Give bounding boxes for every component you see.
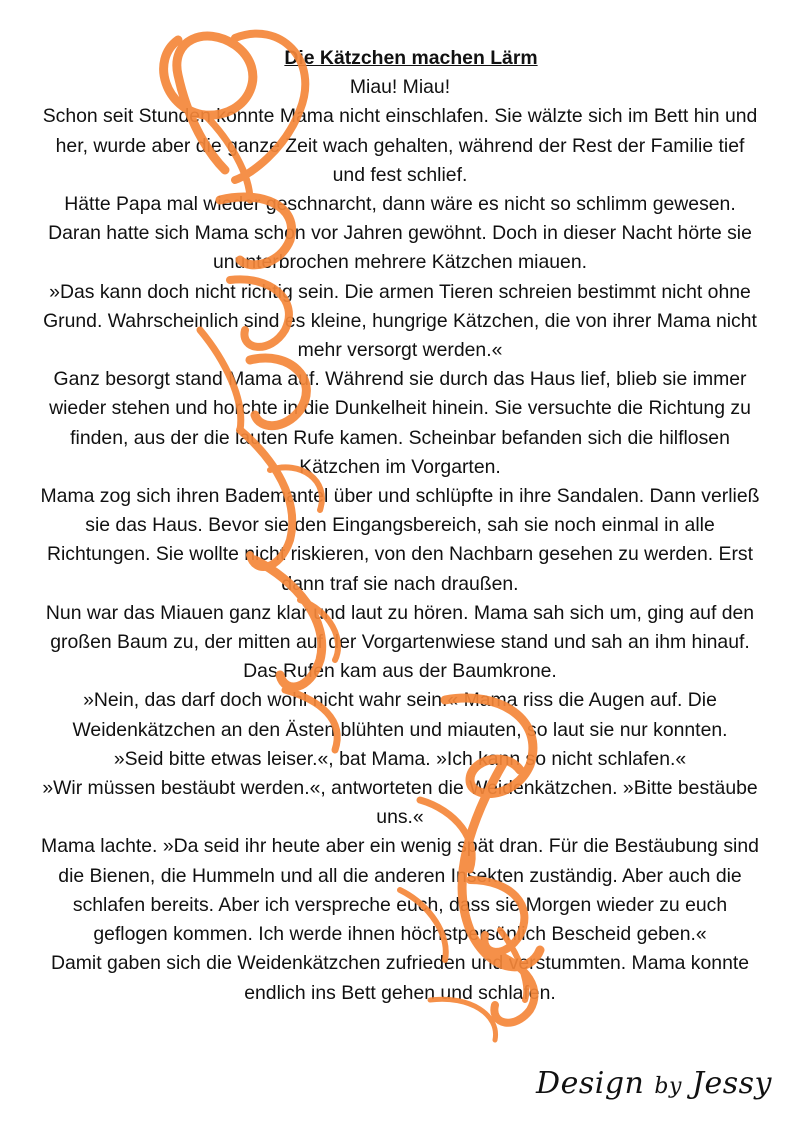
- paragraph: »Seid bitte etwas leiser.«, bat Mama. »Ich kann so nicht schlafen.«: [113, 747, 687, 770]
- paragraph: Schon seit Stunden konnte Mama nicht einschlafen. Sie wälzte sich im Bett hin und her, wurde aber die ganze Zeit wach gehalten, während der Rest der Familie tief und fest schlief.: [42, 105, 758, 186]
- paragraph: Mama zog sich ihren Bademantel über und schlüpfte in ihre Sandalen. Dann verließ sie das Haus. Bevor sie den Eingangsbereich, sah sie noch einmal in alle Richtungen. Sie wollte nicht riskieren, von den Nachbarn gesehen zu werden. Erst dann traf sie nach draußen.: [40, 485, 760, 595]
- story-body: [40, 44, 760, 1008]
- paragraph: Damit gaben sich die Weidenkätzchen zufrieden und verstummten. Mama konnte endlich ins Bett gehen und schlafen.: [50, 952, 750, 1004]
- paragraph: »Nein, das darf doch wohl nicht wahr sein.« Mama riss die Augen auf. Die Weidenkätzchen an den Ästen blühten und miauten, so laut sie nur konnten.: [72, 689, 728, 741]
- paragraph: Mama lachte. »Da seid ihr heute aber ein wenig spät dran. Für die Bestäubung sind die Bienen, die Hummeln und all die anderen Insekten zuständig. Aber auch die schlafen bereits. Aber ich verspreche euch, dass sie Morgen wieder zu euch geflogen kommen. Ich werde ihnen höchstpersönlich Bescheid geben.«: [41, 835, 759, 946]
- paragraph: Miau! Miau!: [349, 76, 451, 99]
- signature-logo: [536, 1066, 772, 1101]
- signature-name: Jessy: [691, 1066, 772, 1101]
- story-title: Die Kätzchen machen Lärm: [284, 47, 538, 69]
- signature-by: by: [654, 1074, 682, 1099]
- signature-design: Design: [536, 1066, 645, 1101]
- paragraph: »Wir müssen bestäubt werden.«, antworteten die Weidenkätzchen. »Bitte bestäube uns.«: [42, 777, 758, 829]
- paragraph: Ganz besorgt stand Mama auf. Während sie durch das Haus lief, blieb sie immer wieder stehen und horchte in die Dunkelheit hinein. Sie versuchte die Richtung zu finden, aus der die lauten Rufe kamen. Scheinbar befanden sich die hilflosen Kätzchen im Vorgarten.: [49, 368, 751, 478]
- paragraph: Nun war das Miauen ganz klar und laut zu hören. Mama sah sich um, ging auf den großen Baum zu, der mitten auf der Vorgartenwiese stand und sah an ihm hinauf. Das Rufen kam aus der Baumkrone.: [45, 601, 755, 683]
- paragraph: »Das kann doch nicht richtig sein. Die armen Tieren schreien bestimmt nicht ohne Grund. Wahrscheinlich sind es kleine, hungrige Kätzchen, die von ihrer Mama nicht mehr versorgt werden.«: [43, 280, 757, 362]
- paragraph: Hätte Papa mal wieder geschnarcht, dann wäre es nicht so schlimm gewesen. Daran hatte sich Mama schon vor Jahren gewöhnt. Doch in dieser Nacht hörte sie ununterbrochen mehrere Kätzchen miauen.: [48, 193, 752, 274]
